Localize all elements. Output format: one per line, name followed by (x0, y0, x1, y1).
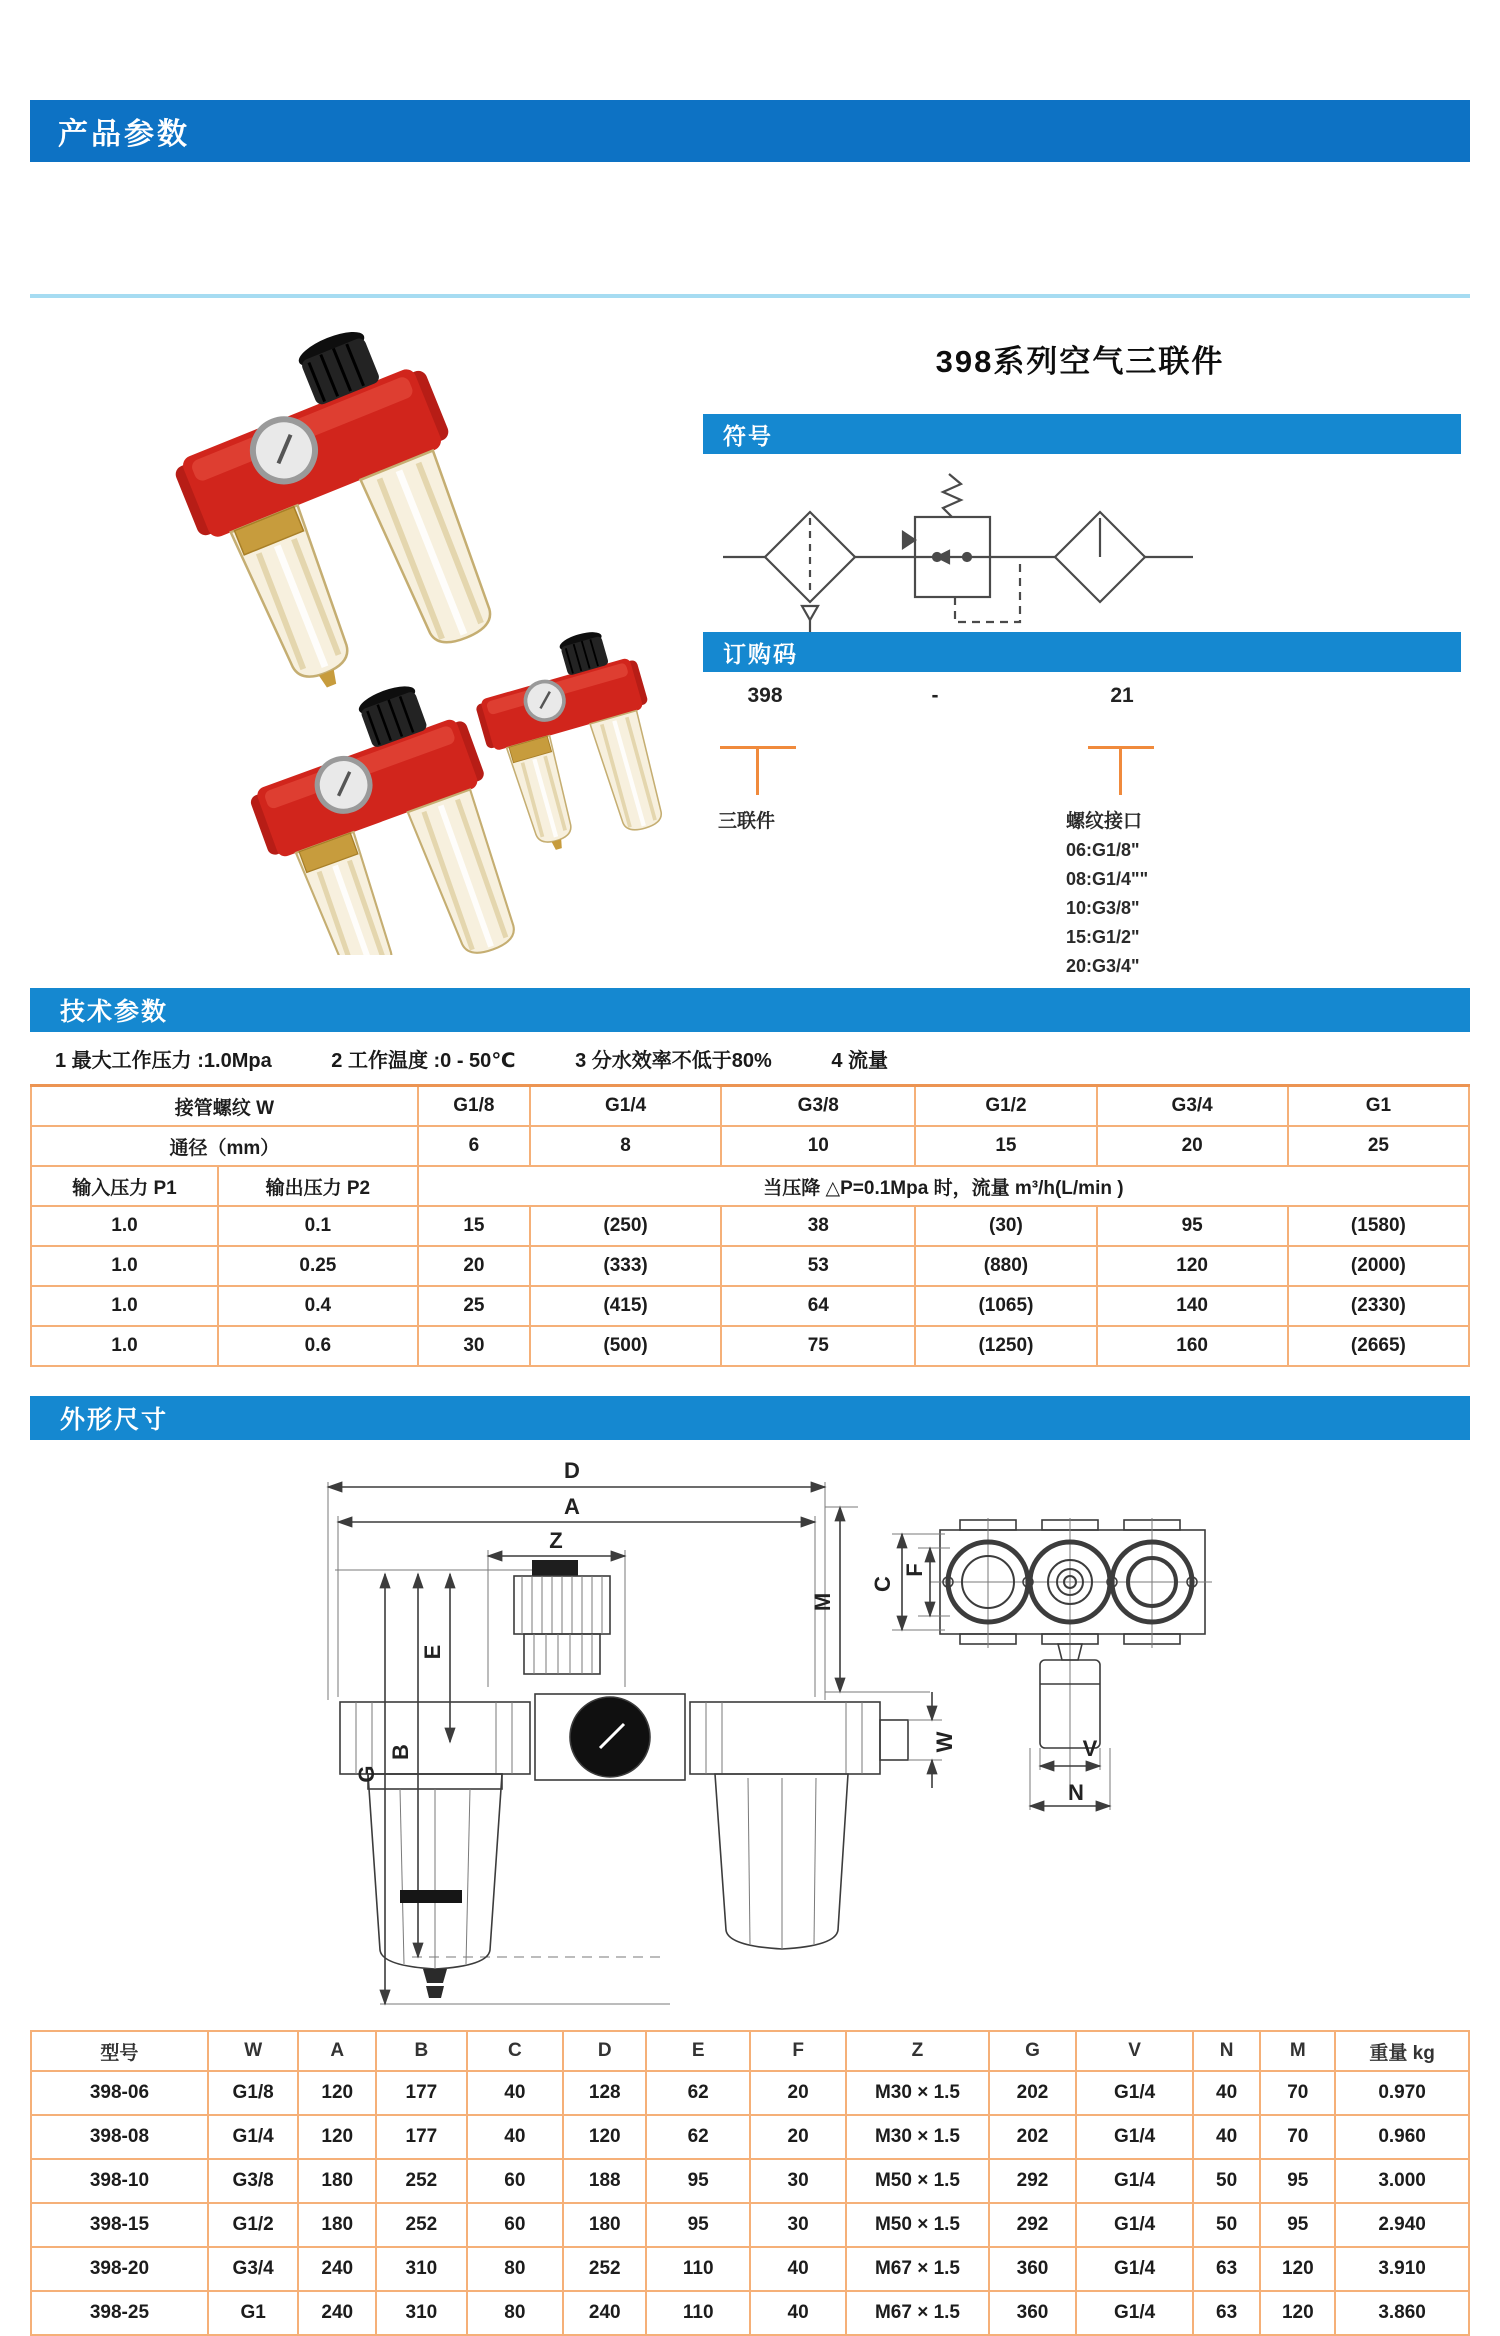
order-callout-stem-left (756, 749, 759, 795)
table-cell: (880) (915, 1246, 1096, 1286)
table-cell: G1/4 (1076, 2115, 1192, 2159)
table-cell: 398-06 (31, 2071, 208, 2115)
table-cell: 1.0 (31, 1286, 218, 1326)
table-cell: G3/4 (208, 2247, 299, 2291)
table-cell: G1/4 (208, 2115, 299, 2159)
table-header-cell: W (208, 2031, 299, 2071)
table-header-cell: E (646, 2031, 750, 2071)
table-cell: 40 (1193, 2115, 1261, 2159)
section-header-dims-label: 外形尺寸 (60, 1406, 169, 1434)
table-cell: 0.960 (1335, 2115, 1469, 2159)
table-cell: 202 (989, 2071, 1077, 2115)
table-cell: 120 (1260, 2247, 1335, 2291)
table-cell: M30 × 1.5 (846, 2071, 988, 2115)
table-cell: 40 (1193, 2071, 1261, 2115)
table-cell: 140 (1097, 1286, 1288, 1326)
section-header-symbol-label: 符号 (723, 422, 773, 449)
table-cell: (2000) (1288, 1246, 1469, 1286)
table-cell: 8 (530, 1126, 721, 1166)
table-cell: G3/4 (1097, 1086, 1288, 1127)
table-cell: 398-25 (31, 2291, 208, 2335)
table-cell: 240 (563, 2291, 646, 2335)
table-cell: 1.0 (31, 1326, 218, 1366)
table-cell: 75 (721, 1326, 915, 1366)
table-row (31, 1126, 1469, 1166)
table-cell: G1/4 (1076, 2159, 1192, 2203)
table-cell: 30 (418, 1326, 530, 1366)
table-cell: M67 × 1.5 (846, 2247, 988, 2291)
table-cell: 180 (563, 2203, 646, 2247)
table-cell: (2330) (1288, 1286, 1469, 1326)
dim-label-b: B (388, 1744, 413, 1760)
table-cell: 80 (467, 2291, 563, 2335)
table-cell: M50 × 1.5 (846, 2203, 988, 2247)
table-header-cell: 重量 kg (1335, 2031, 1469, 2071)
table-cell: 50 (1193, 2159, 1261, 2203)
banner-title: 产品参数 (58, 118, 190, 151)
table-cell: 2.940 (1335, 2203, 1469, 2247)
table-cell: 95 (646, 2159, 750, 2203)
table-cell: G1/2 (915, 1086, 1096, 1127)
table-cell: G1/4 (1076, 2291, 1192, 2335)
table-cell: 接管螺纹 W (31, 1086, 418, 1127)
table-cell: 63 (1193, 2247, 1261, 2291)
dim-label-w: W (932, 1731, 957, 1753)
table-cell: 25 (418, 1286, 530, 1326)
order-callout-stem-right (1119, 749, 1122, 795)
table-cell: 252 (563, 2247, 646, 2291)
tech-note: 4 流量 (831, 1050, 889, 1072)
table-cell: 40 (750, 2291, 846, 2335)
table-cell: (500) (530, 1326, 721, 1366)
tech-parameters-table (30, 1084, 1470, 1367)
table-cell: G1/4 (1076, 2071, 1192, 2115)
table-cell: G3/8 (721, 1086, 915, 1127)
table-cell: 292 (989, 2159, 1077, 2203)
product-photo (60, 295, 680, 955)
table-cell: 95 (1260, 2203, 1335, 2247)
table-row (31, 1166, 1469, 1206)
table-cell: 输入压力 P1 (31, 1166, 218, 1206)
table-cell: (2665) (1288, 1326, 1469, 1366)
table-cell: 30 (750, 2203, 846, 2247)
table-header-cell: F (750, 2031, 846, 2071)
section-header-tech (30, 988, 1470, 1032)
table-cell: 20 (1097, 1126, 1288, 1166)
table-cell: 40 (467, 2115, 563, 2159)
table-cell: 20 (750, 2071, 846, 2115)
table-cell: 62 (646, 2071, 750, 2115)
dimension-drawing (240, 1452, 1260, 2017)
table-cell: 0.1 (218, 1206, 418, 1246)
table-cell: 80 (467, 2247, 563, 2291)
table-header-cell: G (989, 2031, 1077, 2071)
table-cell: 20 (418, 1246, 530, 1286)
table-row (31, 1246, 1469, 1286)
table-cell: 177 (376, 2115, 467, 2159)
table-cell: 202 (989, 2115, 1077, 2159)
dim-label-d: D (564, 1458, 580, 1483)
table-cell: 360 (989, 2291, 1077, 2335)
table-cell: 120 (1260, 2291, 1335, 2335)
table-header-cell: N (1193, 2031, 1261, 2071)
table-row (31, 1086, 1469, 1127)
tech-note: 1 最大工作压力 :1.0Mpa (55, 1050, 272, 1072)
table-cell: 70 (1260, 2115, 1335, 2159)
table-cell: 6 (418, 1126, 530, 1166)
port-option: 08:G1/4"" (1066, 869, 1149, 889)
table-row (31, 2203, 1469, 2247)
table-cell: 310 (376, 2247, 467, 2291)
table-cell: 1.0 (31, 1206, 218, 1246)
table-cell: 0.4 (218, 1286, 418, 1326)
table-cell: 292 (989, 2203, 1077, 2247)
table-cell: 60 (467, 2159, 563, 2203)
table-cell: 0.6 (218, 1326, 418, 1366)
table-cell: 120 (563, 2115, 646, 2159)
table-cell: G1/8 (418, 1086, 530, 1127)
table-row (31, 1286, 1469, 1326)
dim-label-v: V (1082, 1736, 1098, 1761)
table-cell: 95 (1097, 1206, 1288, 1246)
table-cell: 160 (1097, 1326, 1288, 1366)
page-title: 398系列空气三联件 (935, 344, 1225, 379)
table-cell: M30 × 1.5 (846, 2115, 988, 2159)
table-cell: 120 (298, 2115, 376, 2159)
order-series-code: 398 (747, 684, 783, 707)
table-cell: M50 × 1.5 (846, 2159, 988, 2203)
dim-label-a: A (564, 1494, 580, 1519)
dim-label-c: C (870, 1576, 895, 1592)
table-cell: 398-08 (31, 2115, 208, 2159)
table-cell: 180 (298, 2203, 376, 2247)
table-cell: 110 (646, 2247, 750, 2291)
section-header-symbol (703, 414, 1461, 454)
port-option: 06:G1/8" (1066, 840, 1140, 860)
table-header-cell: A (298, 2031, 376, 2071)
dim-label-g: G (354, 1765, 379, 1783)
order-port-code: 21 (1110, 684, 1134, 707)
table-cell: 310 (376, 2291, 467, 2335)
dim-label-n: N (1068, 1780, 1084, 1805)
port-option: 20:G3/4" (1066, 956, 1140, 976)
section-header-order-label: 订购码 (723, 640, 798, 667)
tech-note: 2 工作温度 :0 - 50℃ (331, 1050, 516, 1072)
table-cell: 50 (1193, 2203, 1261, 2247)
table-cell: 70 (1260, 2071, 1335, 2115)
table-cell: G1 (1288, 1086, 1469, 1127)
table-header-row (31, 2031, 1469, 2071)
table-row (31, 2159, 1469, 2203)
table-cell: 38 (721, 1206, 915, 1246)
table-cell: 252 (376, 2159, 467, 2203)
section-header-tech-label: 技术参数 (60, 998, 169, 1026)
table-cell: (415) (530, 1286, 721, 1326)
table-cell: (1250) (915, 1326, 1096, 1366)
section-header-order (703, 632, 1461, 672)
table-cell: 通径（mm） (31, 1126, 418, 1166)
dim-label-z: Z (549, 1528, 563, 1553)
order-code-dash: - (931, 684, 939, 707)
table-row (31, 2291, 1469, 2335)
table-cell: 3.000 (1335, 2159, 1469, 2203)
table-row (31, 1206, 1469, 1246)
table-cell: 120 (1097, 1246, 1288, 1286)
table-cell: 95 (1260, 2159, 1335, 2203)
table-cell: 0.25 (218, 1246, 418, 1286)
page-banner (30, 100, 1470, 162)
table-cell: G3/8 (208, 2159, 299, 2203)
tech-notes (55, 1044, 1455, 1073)
dim-label-e: E (420, 1644, 445, 1660)
dim-label-f: F (902, 1563, 927, 1577)
table-cell: (1065) (915, 1286, 1096, 1326)
table-cell: 252 (376, 2203, 467, 2247)
table-cell: 20 (750, 2115, 846, 2159)
table-cell: G1/8 (208, 2071, 299, 2115)
table-cell: G1/4 (1076, 2247, 1192, 2291)
table-cell: 240 (298, 2291, 376, 2335)
table-cell: 当压降 △P=0.1Mpa 时，流量 m³/h(L/min ) (418, 1166, 1469, 1206)
table-header-cell: 型号 (31, 2031, 208, 2071)
table-row (31, 2115, 1469, 2159)
table-cell: (1580) (1288, 1206, 1469, 1246)
table-cell: 3.860 (1335, 2291, 1469, 2335)
table-cell: (333) (530, 1246, 721, 1286)
table-cell: G1/4 (1076, 2203, 1192, 2247)
table-cell: 180 (298, 2159, 376, 2203)
table-cell: 110 (646, 2291, 750, 2335)
order-series-label: 三联件 (718, 811, 776, 832)
table-cell: 1.0 (31, 1246, 218, 1286)
table-cell: 64 (721, 1286, 915, 1326)
table-cell: 398-10 (31, 2159, 208, 2203)
port-options-list (1066, 836, 1148, 1010)
table-cell: 30 (750, 2159, 846, 2203)
table-cell: 40 (750, 2247, 846, 2291)
table-cell: 0.970 (1335, 2071, 1469, 2115)
table-cell: 120 (298, 2071, 376, 2115)
dim-label-m: M (810, 1592, 835, 1612)
table-cell: 10 (721, 1126, 915, 1166)
pneumatic-symbol-diagram (715, 462, 1235, 632)
table-cell: 177 (376, 2071, 467, 2115)
table-header-cell: M (1260, 2031, 1335, 2071)
table-cell: G1/4 (530, 1086, 721, 1127)
table-cell: (30) (915, 1206, 1096, 1246)
table-cell: 398-15 (31, 2203, 208, 2247)
table-cell: 3.910 (1335, 2247, 1469, 2291)
table-header-cell: V (1076, 2031, 1192, 2071)
table-header-cell: C (467, 2031, 563, 2071)
table-cell: 128 (563, 2071, 646, 2115)
table-row (31, 1326, 1469, 1366)
table-cell: G1 (208, 2291, 299, 2335)
dimension-table (30, 2030, 1470, 2336)
table-cell: 25 (1288, 1126, 1469, 1166)
table-cell: 188 (563, 2159, 646, 2203)
table-cell: 15 (418, 1206, 530, 1246)
table-cell: 95 (646, 2203, 750, 2247)
table-cell: 60 (467, 2203, 563, 2247)
table-cell: 40 (467, 2071, 563, 2115)
table-cell: 240 (298, 2247, 376, 2291)
port-option: 10:G3/8" (1066, 898, 1140, 918)
table-cell: 360 (989, 2247, 1077, 2291)
table-cell: 输出压力 P2 (218, 1166, 418, 1206)
table-row (31, 2247, 1469, 2291)
table-cell: 53 (721, 1246, 915, 1286)
table-cell: 62 (646, 2115, 750, 2159)
port-option: 15:G1/2" (1066, 927, 1140, 947)
table-cell: (250) (530, 1206, 721, 1246)
table-header-cell: Z (846, 2031, 988, 2071)
order-port-label: 螺纹接口 (1066, 811, 1143, 832)
table-cell: 15 (915, 1126, 1096, 1166)
table-cell: 63 (1193, 2291, 1261, 2335)
tech-note: 3 分水效率不低于80% (575, 1050, 772, 1072)
table-header-cell: B (376, 2031, 467, 2071)
table-header-cell: D (563, 2031, 646, 2071)
table-cell: 398-20 (31, 2247, 208, 2291)
section-header-dims (30, 1396, 1470, 1440)
table-row (31, 2071, 1469, 2115)
table-cell: G1/2 (208, 2203, 299, 2247)
table-cell: M67 × 1.5 (846, 2291, 988, 2335)
